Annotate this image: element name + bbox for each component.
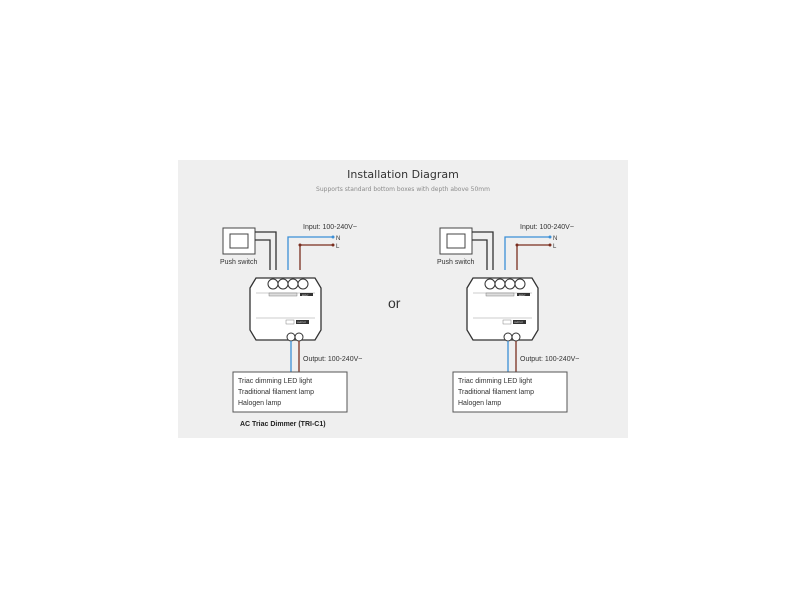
- device-input-mark: INPUT: [302, 294, 309, 297]
- device-output-mark: OUTPUT: [514, 322, 523, 325]
- dimmer-module: [467, 278, 538, 341]
- input-wires: [472, 232, 552, 270]
- installation-diagram-panel: [178, 160, 628, 438]
- load-item: Triac dimming LED light: [238, 378, 313, 385]
- load-item: Traditional filament lamp: [238, 389, 314, 396]
- load-item: Triac dimming LED light: [458, 378, 533, 385]
- live-label: L: [336, 244, 340, 250]
- neutral-label: N: [553, 236, 558, 242]
- wiring-diagrams: [178, 160, 628, 438]
- output-label: Output: 100-240V~: [520, 356, 580, 363]
- or-separator: or: [388, 295, 401, 311]
- load-item: Halogen lamp: [238, 400, 282, 407]
- wiring-diagram-left: [220, 224, 362, 428]
- live-label: L: [553, 244, 557, 250]
- diagram-subtitle: Supports standard bottom boxes with depth above 50mm: [316, 186, 490, 193]
- input-label: Input: 100-240V~: [303, 224, 357, 231]
- load-item: Halogen lamp: [458, 400, 502, 407]
- push-switch-label: Push switch: [220, 259, 258, 266]
- push-switch-label: Push switch: [437, 259, 475, 266]
- neutral-label: N: [336, 236, 341, 242]
- wiring-diagram-right: [437, 224, 579, 412]
- push-switch-icon: [223, 228, 255, 254]
- diagram-title: Installation Diagram: [347, 168, 459, 181]
- load-item: Traditional filament lamp: [458, 389, 534, 396]
- input-label: Input: 100-240V~: [520, 224, 574, 231]
- input-wires: [255, 232, 335, 270]
- device-input-mark: INPUT: [519, 294, 526, 297]
- push-switch-icon: [440, 228, 472, 254]
- output-wires: [291, 341, 299, 372]
- dimmer-module: [250, 278, 321, 341]
- output-label: Output: 100-240V~: [303, 356, 363, 363]
- product-caption: AC Triac Dimmer (TRI-C1): [240, 421, 326, 428]
- output-wires: [508, 341, 516, 372]
- device-output-mark: OUTPUT: [297, 322, 306, 325]
